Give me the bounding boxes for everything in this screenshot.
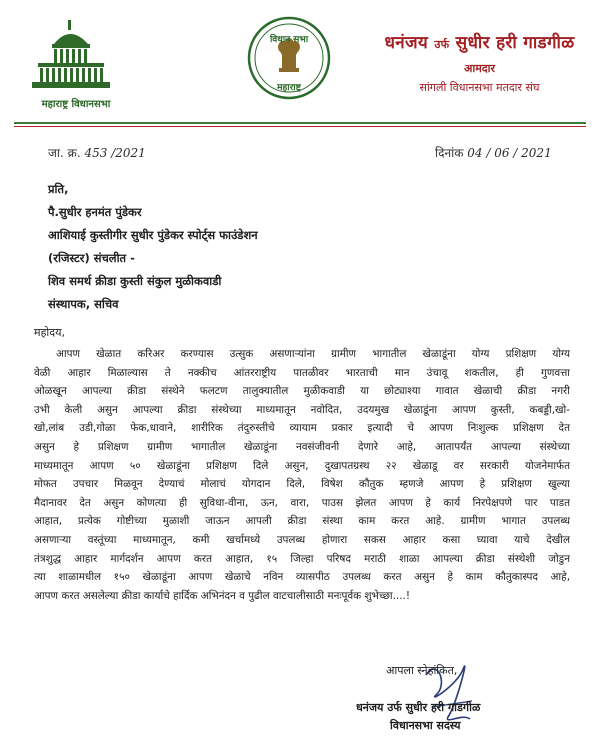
body-line: असणाऱ्या वस्तूंच्या माध्यमातून, कमी खर्चामध्ये उपलब्ध होणारा सकस आहार कसा घ्यावा याचे देखील	[34, 533, 570, 546]
body-line: उभी केली असुन आपल्या क्रीडा संस्थेच्या माध्यमातून नवोदित, उदयमुख खेळाडूंना आपण कुस्ती, कबड्डी,खो-	[34, 403, 570, 416]
body-line: मोफत उपचार मिळवून देण्याचं मोलाचं योगदान दिले, विषेश कौतुक म्हणजे आपण हे प्रशिक्षण खुल्या	[34, 478, 570, 491]
address-line: पै.सुधीर हनमंत पुंडेकर	[48, 205, 142, 219]
emblem-bottom-text: महाराष्ट्र	[277, 83, 301, 93]
closing-text: आपला स्नेहांकित,	[386, 664, 458, 677]
vidhan-bhavan-building-icon	[30, 18, 112, 90]
header-divider-green	[14, 122, 586, 124]
body-line: मैदानावर देत असुन कोणत्या ही सुविधा-वीना, ऊन, वारा, पाउस झेलत आपण हे कार्य निरपेक्षपणे पार पाडत	[34, 496, 570, 509]
body-line: आपण खेळात करिअर करण्यास उत्सुक असणाऱ्यांना ग्रामीण भागातील खेळाडूंना योग्य प्रशिक्षण योग्य	[56, 348, 570, 360]
letter-date: दिनांक 04 / 06 / 2021	[435, 146, 552, 160]
mla-name: धनंजय उर्फ सुधीर हरी गाडगीळ	[384, 33, 575, 53]
address-line: संस्थापक, सचिव	[48, 297, 119, 311]
letter-body	[34, 345, 570, 605]
body-line: माध्यमातून आपण ५० खेळाडूंना प्रशिक्षण दिले असुन, दुखापतग्रस्थ २२ खेळाडू वर सरकारी योजनेमार्फत	[34, 459, 570, 472]
signatory-designation: विधानसभा सदस्य	[390, 719, 461, 732]
body-line: त्या शाळामधील १५० खेळाडूंना आपण खेळाचे नविन व्यासपीठ उपलब्ध करत असुन हे काम कौतुकास्पद आहे,	[34, 571, 570, 584]
body-line: ओळखून आपल्या क्रीडा संस्थेने फलटण तालुक्यातील मुळीकवाडी या छोट्याश्या गावात खेळाची क्रीडा नगरी	[34, 385, 570, 398]
body-line: आहात, प्रत्येक गोष्टीच्या मुळाशी जाऊन आपली क्रीडा संस्था काम करत आहे. ग्रामीण भागात उपलब्ध	[34, 515, 570, 528]
reference-number: जा. क्र. 453 /2021	[48, 146, 146, 160]
left-logo-caption: महाराष्ट्र विधानसभा	[41, 99, 111, 110]
recipient-address	[48, 178, 258, 316]
constituency: सांगली विधानसभा मतदार संघ	[419, 81, 540, 94]
address-line: शिव समर्थ क्रीडा कुस्ती संकुल मुळीकवाडी	[48, 274, 222, 288]
vidhan-sabha-emblem	[245, 14, 333, 102]
body-line: वेळी आहार मिळाल्यास ते नक्कीच आंतरराष्ट्रीय पातळीवर भारताची मान उंचावू शकतील, ही गुणवत्ता	[34, 366, 570, 379]
mla-designation: आमदार	[463, 62, 495, 75]
body-line: तंत्रशुद्ध आहार मार्गदर्शन आपण करत आहात, १५ जिल्हा परिषद मराठी शाळा आपल्या क्रीडा संस्थेशी जोडुन	[34, 552, 570, 565]
address-line: आशियाई कुस्तीगीर सुधीर पुंडेकर स्पोर्ट्स फाउंडेशन	[48, 228, 258, 242]
salutation: महोदय,	[34, 326, 65, 339]
signatory-name: धनंजय उर्फ सुधीर हरी गाडगीळ	[356, 701, 481, 714]
body-line: खो,लांब उडी,गोळा फेक,धावाने, शारीरिक तंदुरुस्तीचे व्यायाम प्रकार इत्यादी चे आपण निःशुल्क प्रशिक्षण देत	[34, 422, 570, 435]
body-line: आपण करत असलेल्या क्रीडा कार्याचे हार्दिक अभिनंदन व पुढील वाटचालीसाठी मनःपूर्वक शुभेच्छा....!	[34, 589, 411, 602]
address-line: (रजिस्टर) संचलीत -	[48, 251, 135, 265]
emblem-top-text: विधान सभा	[269, 35, 309, 45]
header-divider-red	[14, 126, 586, 127]
body-line: असुन हे प्रशिक्षण ग्रामीण भागातील खेळाडूंना नवसंजीवनी देणारे आहे, आतापर्यंत आपल्या संस्थेच्या	[34, 440, 570, 453]
address-line: प्रति,	[48, 182, 69, 196]
